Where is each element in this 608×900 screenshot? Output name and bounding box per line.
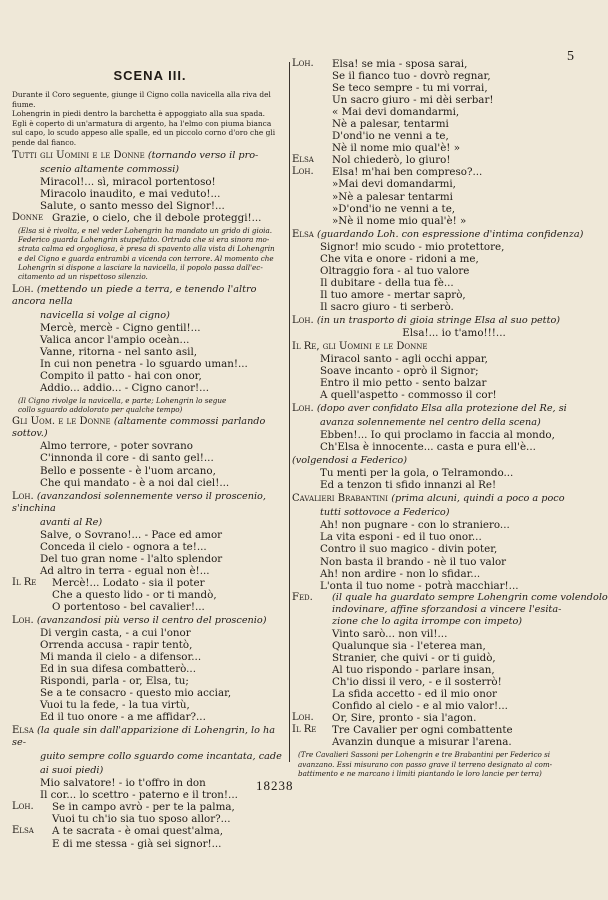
speaker-name: Loh. <box>12 490 34 502</box>
speaker-heading <box>12 615 288 627</box>
speech-text: Or, Sire, pronto - sia l'agon. <box>332 712 477 725</box>
speaker-heading <box>12 725 288 749</box>
verse-line: Ah! non pugnare - con lo straniero... <box>320 519 510 532</box>
speech-text: A te sacrata - è omai quest'alma, <box>52 825 223 838</box>
speech-line <box>12 825 288 837</box>
speaker-name: Cavalieri Brabantini <box>292 493 389 505</box>
verse-line: In cui non penetra - lo sguardo uman!... <box>40 357 248 370</box>
verse-line: L'onta il tuo nome - potrà macchiar!... <box>320 579 519 592</box>
verse-line: C'innonda il core - di santo gel!... <box>40 452 214 465</box>
speaker-name: Loh. <box>292 712 314 724</box>
scene-title: SCENA III. <box>113 68 187 83</box>
verse-line: Se a te consacro - questo mio acciar, <box>40 687 232 700</box>
verse-line: Almo terrore, - poter sovrano <box>40 440 193 453</box>
verse-line: »Nè il nome mio qual'è! » <box>332 214 467 227</box>
speech-line <box>12 577 288 589</box>
verse-line: Mio salvatore! - io t'offro in don <box>40 777 206 790</box>
stage-inline-cont <box>40 517 288 529</box>
speaker-name: Il Re, gli Uomini e le Donne <box>292 340 428 352</box>
stage-line: (Tre Cavalieri Sassoni per Lohengrin e tre Brabantini per Federico si <box>298 750 551 760</box>
verse-line: Elsa!... io t'amo!!!... <box>402 326 506 339</box>
speech-line <box>12 212 288 224</box>
speaker-heading <box>12 150 288 162</box>
speech-line <box>292 166 588 178</box>
stage-inline: navicella si volge al cigno) <box>40 309 170 321</box>
verse-line: Che qui mandato - è a noi dal ciel!... <box>40 476 230 489</box>
verse-line: Salute, o santo messo del Signor!... <box>40 199 225 212</box>
stage-inline: (la quale sin dall'apparizione di Lohengrin, lo ha se- <box>12 725 276 749</box>
verse-line: Soave incanto - oprò il Signor; <box>320 365 479 378</box>
stage-line: avanzano. Essi misurano con passo grave il terreno designato al com- <box>298 759 553 769</box>
speaker-name: Tutti gli Uomini e le Donne <box>12 149 145 161</box>
verse-line: Il cor... lo scettro - paterno e il tron!... <box>40 789 238 802</box>
stage-inline: (altamente commossi parlando sottov.) <box>12 416 266 440</box>
stage-inline: avanza solennemente nel centro della scena) <box>320 417 541 429</box>
verse-line: Vuoi tu ch'io sia tuo sposo allor?... <box>52 813 231 826</box>
verse-line: Vinto sarò... non vil!... <box>332 627 448 640</box>
speech-line <box>292 712 588 724</box>
speech-line <box>292 724 588 736</box>
stage-inline-cont <box>40 164 288 176</box>
verse-line: Ch'io dissi il vero, - e il sosterrò! <box>332 675 502 688</box>
stage-direction <box>18 226 288 282</box>
verse-line: Ad altro in terra - egual non è!... <box>40 564 210 577</box>
verse-line: Del tuo gran nome - l'alto splendor <box>40 552 223 565</box>
verse-line: Valica ancor l'ampio oceàn... <box>40 333 190 346</box>
speech-text: (il quale ha guardato sempre Lohengrin come volendolo <box>332 591 608 603</box>
verse-line: Il sacro giuro - ti serberò. <box>320 300 454 313</box>
verse-line: Un sacro giuro - mi dèi serbar! <box>332 94 494 107</box>
stage-inline: (dopo aver confidato Elsa alla protezione del Re, si <box>316 403 567 415</box>
stage-line: collo sguardo addolorato per qualche tempo) <box>18 405 183 415</box>
verse-line: A quell'aspetto - commosso il cor! <box>320 389 497 402</box>
left-column <box>12 58 288 850</box>
stage-inline: (tornando verso il pro- <box>147 149 259 161</box>
verse-line: E di me stessa - già sei signor!... <box>52 837 222 850</box>
verse-line: Vuoi tu la fede, - la tua virtù, <box>40 699 190 712</box>
verse-line: Confido al cielo - e al mio valor!... <box>332 700 508 713</box>
intro-line: pende dal fianco. <box>12 137 77 147</box>
stage-line: (Il Cigno rivolge la navicella, e parte; Lohengrin lo segue <box>18 395 227 405</box>
speaker-name: Il Re <box>12 576 37 588</box>
stage-inline: (guardando Loh. con espressione d'intima confidenza) <box>317 228 584 240</box>
verse-line: Che vita e onore - ridoni a me, <box>320 252 479 265</box>
intro-line: Egli è coperto di un'armatura di argento, ha l'elmo con piuma bianca <box>12 118 272 128</box>
footer-number: 18238 <box>256 778 294 793</box>
speaker-heading <box>12 491 288 515</box>
stage-line: strata calma ed orgogliosa, è presa di spavento alla vista di Lohengrin <box>18 244 275 254</box>
stage-inline-cont <box>40 751 288 763</box>
speech-line <box>292 58 588 70</box>
stage-direction <box>298 750 588 778</box>
verse-line: Mi manda il cielo - a difensor... <box>40 651 202 664</box>
speaker-name: Donne <box>12 211 44 223</box>
speaker-name: Loh. <box>292 166 314 178</box>
verse-line: Che a questo lido - or ti mandò, <box>52 588 217 601</box>
stage-inline: guito sempre collo sguardo come incantata, cade <box>40 751 282 763</box>
speaker-heading <box>292 403 588 415</box>
verse-line: Avanzin dunque a misurar l'arena. <box>332 736 512 749</box>
speaker-heading <box>12 284 288 308</box>
verse-line: Rispondi, parla - or, Elsa, tu; <box>40 675 189 688</box>
verse-line: Vanne, ritorna - nel santo asil, <box>40 345 198 358</box>
stage-inline-cont <box>320 507 588 519</box>
verse-line: Non basta il brando - nè il tuo valor <box>320 555 507 568</box>
speech-text: Tre Cavalier per ogni combattente <box>332 724 513 737</box>
stage-inline: indovinare, affine sforzandosi a vincere l'esita- <box>332 603 562 615</box>
verse-line: Il tuo amore - mertar saprò, <box>320 288 466 301</box>
speaker-heading <box>292 341 588 353</box>
stage-inline: (in un trasporto di gioia stringe Elsa al suo petto) <box>316 314 561 326</box>
speaker-heading <box>292 493 588 505</box>
stage-inline-cont <box>292 455 588 467</box>
verse-line: « Mai devi domandarmi, <box>332 106 460 119</box>
verse-line: D'ond'io ne venni a te, <box>332 130 449 143</box>
verse-line: »D'ond'io ne venni a te, <box>332 202 456 215</box>
verse-line: La vita esponi - ed il tuo onor... <box>320 531 482 544</box>
verse-line: Qualunque sia - l'eterea man, <box>332 639 486 652</box>
verse-line: Al tuo rispondo - parlare insan, <box>332 663 495 676</box>
verse-line: Conceda il cielo - ognora a te!... <box>40 540 207 553</box>
stage-line: Federico guarda Lohengrin stupefatto. Ortruda che si era sinora mo- <box>18 235 270 245</box>
speaker-name: Loh. <box>292 314 314 326</box>
page-number: 5 <box>567 49 574 64</box>
right-column <box>292 58 608 780</box>
verse-line: Contro il suo magico - divin poter, <box>320 543 498 556</box>
stage-inline-cont <box>40 310 288 322</box>
scene-intro <box>12 90 288 148</box>
verse-line: Ah! non ardire - non lo sfidar... <box>320 567 481 580</box>
intro-line: Durante il Coro seguente, giunge il Cigno colla navicella alla riva del fiume. <box>12 90 271 109</box>
speech-line <box>12 801 288 813</box>
verse-line: Nè il nome mio qual'è! » <box>332 142 461 155</box>
stage-inline: ai suoi piedi) <box>40 765 104 777</box>
intro-line: sul capo, lo scudo appeso alle spalle, ed un piccolo corno d'oro che gli <box>12 128 276 138</box>
speaker-name: Loh. <box>12 614 34 626</box>
verse-line: Ed il tuo onore - a me affidar?... <box>40 711 206 724</box>
speaker-name: Fed. <box>292 591 313 603</box>
verse-line: Oltraggio fora - al tuo valore <box>320 264 470 277</box>
stage-direction <box>18 396 288 415</box>
speaker-heading <box>292 315 588 327</box>
verse-line: Ch'Elsa è innocente... casta e pura ell'è... <box>320 441 536 454</box>
speaker-name: Elsa <box>12 725 34 737</box>
speaker-name: Elsa <box>12 825 34 837</box>
verse-line: Orrenda accusa - rapir tentò, <box>40 638 193 651</box>
verse-line: Mercè, mercè - Cigno gentil!... <box>40 321 201 334</box>
verse-line: Salve, o Sovrano!... - Pace ed amor <box>40 528 223 541</box>
verse-line: »Mai devi domandarmi, <box>332 178 456 191</box>
intro-line: Lohengrin in piedi dentro la barchetta è appoggiato alla sua spada. <box>12 109 265 119</box>
verse-line: La sfida accetto - ed il mio onor <box>332 688 497 701</box>
verse-line: Ed a tenzon ti sfido innanzi al Re! <box>320 479 497 492</box>
verse-line: Il dubitare - della tua fè... <box>320 276 454 289</box>
speaker-name: Loh. <box>292 58 314 69</box>
speaker-name: Gli Uom. e le Donne <box>12 416 111 428</box>
stage-line: e del Cigno e guarda entrambi a vicenda con terrore. Al momento che <box>18 253 274 263</box>
stage-inline: (volgendosi a Federico) <box>292 455 408 467</box>
verse-line: Signor! mio scudo - mio protettore, <box>320 240 505 253</box>
speaker-name: Elsa <box>292 154 314 166</box>
stage-line: (Elsa si è rivolta, e nel veder Lohengrin ha mandato un grido di gioia. <box>18 225 273 235</box>
speaker-name: Loh. <box>292 403 314 415</box>
stage-inline: zione che lo agita irrompe con impeto) <box>332 615 523 627</box>
stage-line: battimento e ne marcano i limiti piantando le loro lancie per terra) <box>298 768 542 778</box>
speech-text: Nol chiederò, lo giuro! <box>332 154 451 167</box>
speech-line <box>292 154 588 166</box>
verse-line: »Nè a palesar tentarmi <box>332 190 453 203</box>
verse-line: Entro il mio petto - sento balzar <box>320 377 487 390</box>
column-divider <box>289 62 290 762</box>
speech-text: Elsa! m'hai ben compreso?... <box>332 166 483 179</box>
verse-line: Compito il patto - hai con onor, <box>40 369 202 382</box>
stage-inline: scenio altamente commossi) <box>40 163 180 175</box>
verse-line: Nè a palesar, tentarmi <box>332 118 449 131</box>
verse-line: Se il fianco tuo - dovrò regnar, <box>332 70 491 83</box>
speech-line <box>292 591 608 604</box>
speaker-heading <box>292 229 588 241</box>
stage-inline-cont <box>40 765 288 777</box>
stage-line: Lohengrin si dispone a lasciare la navicella, il popolo passa dall'ec- <box>18 262 263 272</box>
speaker-name: Loh. <box>12 801 34 813</box>
verse-line: Ed in sua difesa combatterò... <box>40 663 196 676</box>
stage-inline: (avanzandosi più verso il centro del proscenio) <box>36 614 267 626</box>
verse-line: Ebben!... Io qui proclamo in faccia al mondo, <box>320 429 555 442</box>
verse-line: Miracol!... sì, miracol portentoso! <box>40 175 216 188</box>
speech-text: Elsa! se mia - sposa sarai, <box>332 58 468 70</box>
stage-inline: avanti al Re) <box>40 516 103 528</box>
speaker-name: Il Re <box>292 724 317 736</box>
speech-text: Grazie, o cielo, che il debole proteggi!... <box>52 211 262 224</box>
verse-line: Addio... addio... - Cigno canor!... <box>40 381 209 394</box>
stage-inline: tutti sottovoce a Federico) <box>320 507 450 519</box>
speaker-name: Elsa <box>292 228 314 240</box>
verse-line: Miracol santo - agli occhi appar, <box>320 352 488 365</box>
stage-line: citamento ad un rispettoso silenzio. <box>18 272 148 282</box>
verse-line: O portentoso - bel cavalier!... <box>52 600 205 613</box>
verse-line: Stranier, che quivi - or ti guidò, <box>332 651 496 664</box>
speaker-heading <box>12 416 288 440</box>
stage-inline: (mettendo un piede a terra, e tenendo l'altro ancora nella <box>12 283 257 307</box>
stage-inline-cont <box>320 417 588 429</box>
speech-text: Mercè!... Lodato - sia il poter <box>52 576 205 589</box>
verse-line: Miracolo inaudito, e mai veduto!... <box>40 187 221 200</box>
verse-line: Bello e possente - è l'uom arcano, <box>40 464 216 477</box>
verse-line: Di vergin casta, - a cui l'onor <box>40 626 191 639</box>
verse-line: Tu menti per la gola, o Telramondo... <box>320 467 514 480</box>
stage-inline: (avanzandosi solennemente verso il proscenio, s'inchina <box>12 490 266 514</box>
speech-text: Se in campo avrò - per te la palma, <box>52 801 235 814</box>
verse-line: Se teco sempre - tu mi vorrai, <box>332 82 488 95</box>
speaker-name: Loh. <box>12 283 34 295</box>
stage-inline: (prima alcuni, quindi a poco a poco <box>391 493 565 505</box>
